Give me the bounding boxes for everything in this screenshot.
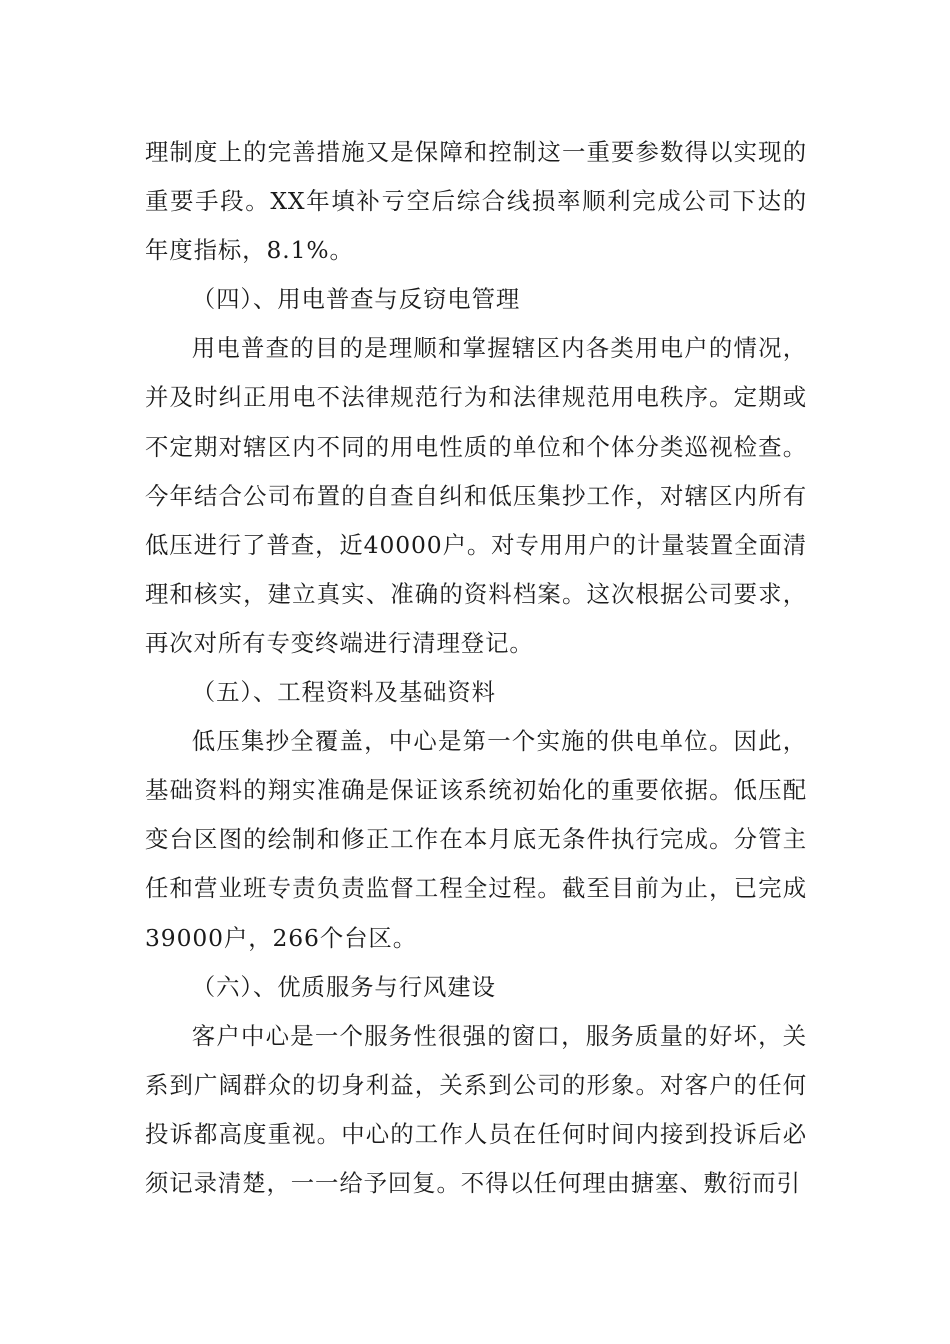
paragraph-continuation: 理制度上的完善措施又是保障和控制这一重要参数得以实现的重要手段。XX年填补亏空后综合线损率顺利完成公司下达的年度指标，8.1%。 — [145, 138, 807, 265]
section-heading-six: （六）、优质服务与行风建设 — [191, 972, 496, 1001]
paragraph-engineering-data: 低压集抄全覆盖，中心是第一个实施的供电单位。因此，基础资料的翔实准确是保证该系统初始化的重要依据。低压配变台区图的绘制和修正工作在本月底无条件执行完成。分管主任和营业班专责负责监督工程全过程。截至目前为止，已完成39000户，266个台区。 — [145, 727, 807, 952]
paragraph-electricity-survey: 用电普查的目的是理顺和掌握辖区内各类用电户的情况，并及时纠正用电不法律规范行为和法律规范用电秩序。定期或不定期对辖区内不同的用电性质的单位和个体分类巡视检查。今年结合公司布置的自查自纠和低压集抄工作，对辖区内所有低压进行了普查，近40000户。对专用用户的计量装置全面清理和核实，建立真实、准确的资料档案。这次根据公司要求，再次对所有专变终端进行清理登记。 — [145, 334, 807, 657]
document-body — [145, 128, 807, 1208]
paragraph-quality-service: 客户中心是一个服务性很强的窗口，服务质量的好坏，关系到广阔群众的切身利益，关系到公司的形象。对客户的任何投诉都高度重视。中心的工作人员在任何时间内接到投诉后必须记录清楚，一一给予回复。不得以任何理由搪塞、敷衍而引 — [145, 1021, 807, 1197]
section-heading-five: （五）、工程资料及基础资料 — [191, 678, 496, 707]
section-heading-four: （四）、用电普查与反窃电管理 — [191, 285, 521, 314]
